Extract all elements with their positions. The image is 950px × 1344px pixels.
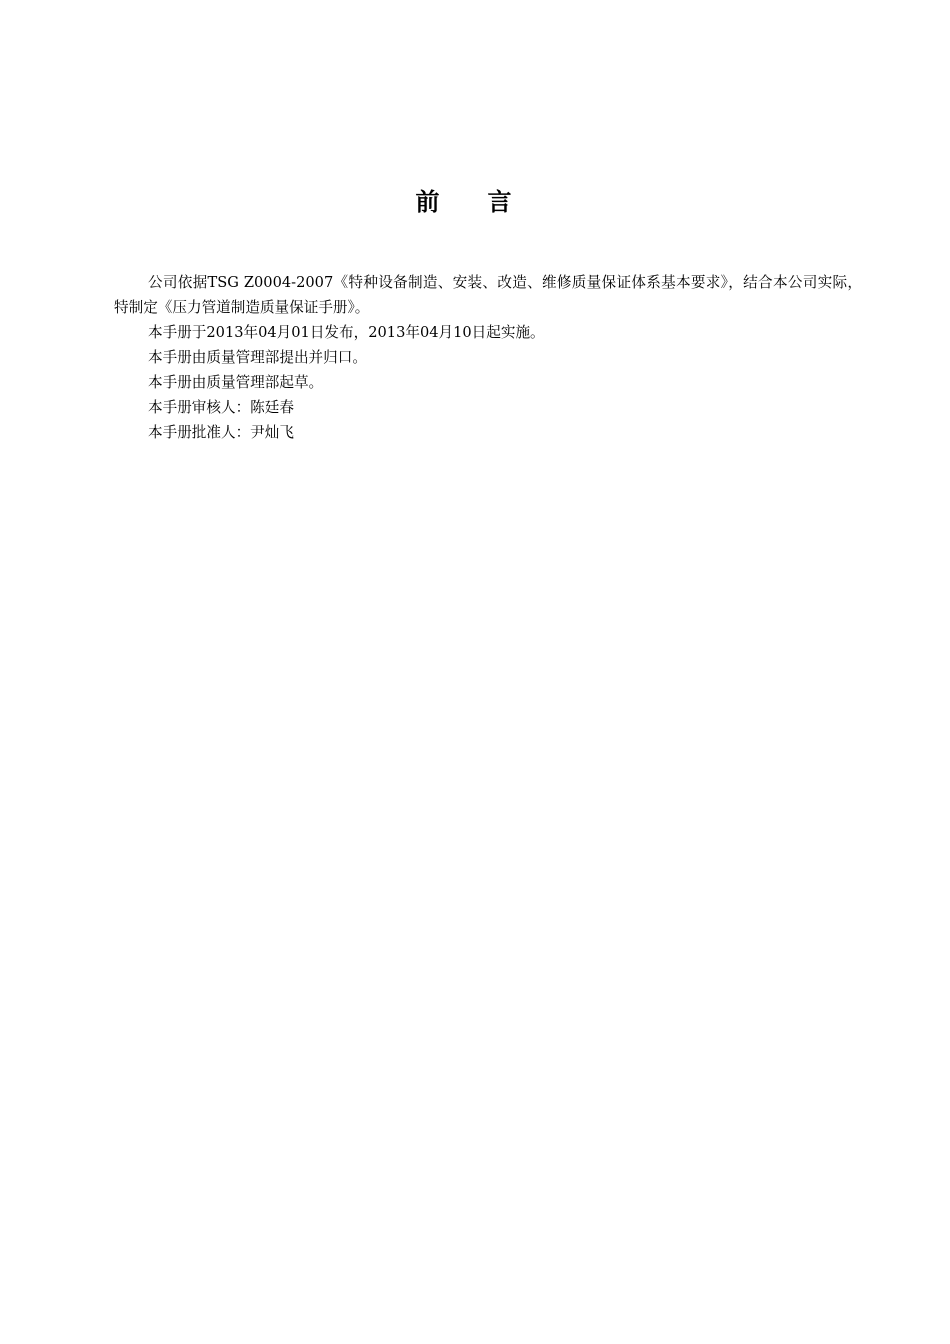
paragraph-approver: 本手册批准人：尹灿飞: [148, 424, 294, 441]
preface-body: [114, 270, 862, 445]
paragraph-proposed-by: 本手册由质量管理部提出并归口。: [148, 349, 367, 366]
paragraph-dates: 本手册于2013年04月01日发布，2013年04月10日起实施。: [148, 324, 545, 341]
paragraph-drafted-by: 本手册由质量管理部起草。: [148, 374, 324, 391]
paragraph-reviewer: 本手册审核人：陈廷春: [148, 399, 294, 416]
paragraph-basis: 公司依据TSG Z0004-2007《特种设备制造、安装、改造、维修质量保证体系基本要求》，结合本公司实际，特制定《压力管道制造质量保证手册》。: [114, 274, 862, 316]
page-title: 前言: [415, 188, 560, 216]
